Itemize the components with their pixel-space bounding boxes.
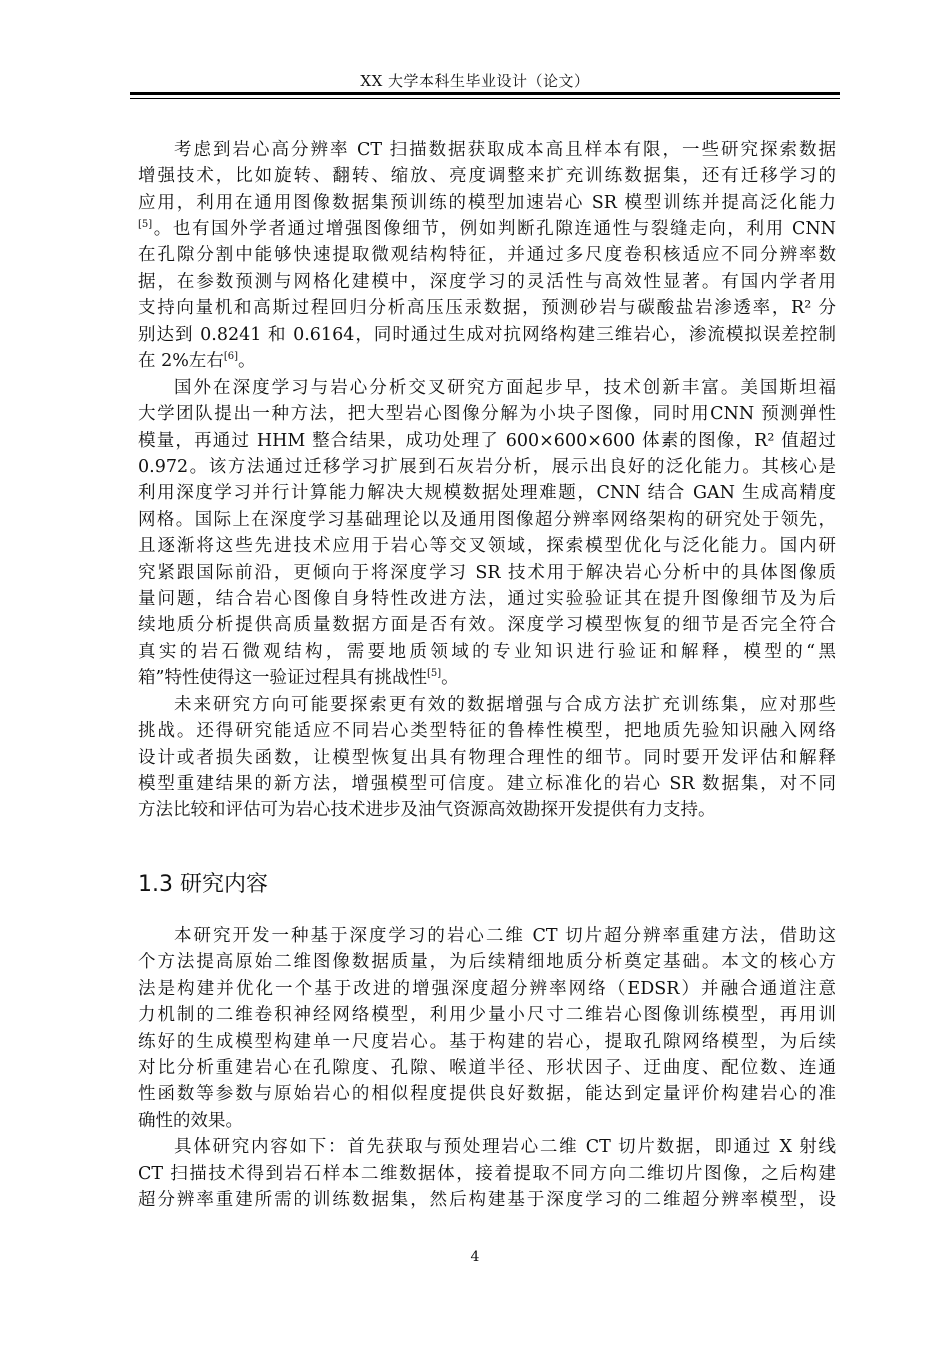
line-text: 据，在参数预测与网格化建模中，深度学习的灵活性与高效性显著。有国内学者用 bbox=[138, 272, 836, 292]
line-text: 设计或者损失函数，让模型恢复出具有物理合理性的细节。同时要开发评估和解释 bbox=[138, 748, 836, 768]
body-text-line bbox=[138, 401, 836, 427]
page-number: 4 bbox=[470, 1249, 480, 1265]
body-text-line bbox=[138, 1055, 836, 1081]
line-text: 真实的岩石微观结构，需要地质领域的专业知识进行验证和解释，模型的“黑 bbox=[138, 642, 836, 662]
line-text: 且逐渐将这些先进技术应用于岩心等交叉领域，探索模型优化与泛化能力。国内研 bbox=[138, 536, 836, 556]
body-text-line bbox=[174, 1134, 836, 1160]
line-text: 模型重建结果的新方法，增强模型可信度。建立标准化的岩心 SR 数据集，对不同 bbox=[138, 774, 836, 794]
line-text: 续地质分析提供高质量数据方面是否有效。深度学习模型恢复的细节是否完全符合 bbox=[138, 615, 836, 635]
line-text: 量问题，结合岩心图像自身特性改进方法，通过实验验证其在提升图像细节及为后 bbox=[138, 589, 836, 609]
body-text-line bbox=[138, 1029, 836, 1055]
body-text-line bbox=[138, 533, 836, 559]
body-text-line bbox=[138, 718, 836, 744]
line-text: 方法比较和评估可为岩心技术进步及油气资源高效勘探开发提供有力支持。 bbox=[138, 800, 716, 820]
citation-marker[interactable]: [5] bbox=[138, 219, 153, 230]
body-text-line bbox=[138, 560, 836, 586]
header-rule-thick bbox=[130, 92, 840, 95]
line-text-continued: 。也有国外学者通过增强图像细节，例如判断孔隙连通性与裂缝走向，利用 CNN bbox=[152, 219, 836, 239]
body-text-line bbox=[138, 1161, 836, 1187]
running-header: XX 大学本科生毕业设计（论文） bbox=[360, 72, 590, 90]
line-text: 对比分析重建岩心在孔隙度、孔隙、喉道半径、形状因子、迂曲度、配位数、连通 bbox=[138, 1058, 836, 1078]
body-text-line bbox=[138, 976, 836, 1002]
line-text: 未来研究方向可能要探索更有效的数据增强与合成方法扩充训练集，应对那些 bbox=[174, 695, 836, 715]
line-text: 个方法提高原始二维图像数据质量，为后续精细地质分析奠定基础。本文的核心方 bbox=[138, 952, 836, 972]
body-text-line bbox=[138, 949, 836, 975]
body-text-line bbox=[138, 745, 836, 771]
body-text-line bbox=[138, 322, 836, 348]
body-text-line bbox=[138, 480, 836, 506]
line-text-continued: 。 bbox=[441, 668, 459, 688]
line-text: 挑战。还得研究能适应不同岩心类型特征的鲁棒性模型，把地质先验知识融入网络 bbox=[138, 721, 836, 741]
line-text-continued: 。 bbox=[238, 351, 256, 371]
citation-marker[interactable]: [5] bbox=[426, 668, 442, 679]
line-text: 确性的效果。 bbox=[138, 1111, 243, 1131]
line-text: 性函数等参数与原始岩心的相似程度提供良好数据，能达到定量评价构建岩心的准 bbox=[138, 1084, 836, 1104]
line-text: 法是构建并优化一个基于改进的增强深度超分辨率网络（EDSR）并融合通道注意 bbox=[138, 979, 836, 999]
body-text-line bbox=[174, 692, 836, 718]
line-text: 支持向量机和高斯过程回归分析高压压汞数据，预测砂岩与碳酸盐岩渗透率，R² 分 bbox=[138, 298, 836, 318]
body-text-line bbox=[138, 797, 836, 823]
body-text-line bbox=[174, 923, 836, 949]
line-text: 力机制的二维卷积神经网络模型，利用少量小尺寸二维岩心图像训练模型，再用训 bbox=[138, 1005, 836, 1025]
body-text-line bbox=[138, 665, 836, 691]
line-text: 0.972。该方法通过迁移学习扩展到石灰岩分析，展示出良好的泛化能力。其核心是 bbox=[138, 457, 836, 477]
line-text: 网格。国际上在深度学习基础理论以及通用图像超分辨率网络架构的研究处于领先， bbox=[138, 510, 836, 530]
body-text-line bbox=[138, 163, 836, 189]
line-text: 别达到 0.8241 和 0.6164，同时通过生成对抗网络构建三维岩心，渗流模拟误差控制 bbox=[138, 325, 836, 345]
body-text-line bbox=[138, 771, 836, 797]
line-text: 模量，再通过 HHM 整合结果，成功处理了 600×600×600 体素的图像，R² 值超过 bbox=[138, 431, 836, 451]
body-text-line bbox=[138, 454, 836, 480]
line-text: 考虑到岩心高分辨率 CT 扫描数据获取成本高且样本有限，一些研究探索数据 bbox=[174, 140, 836, 160]
line-text: 大学团队提出一种方法，把大型岩心图像分解为小块子图像，同时用CNN 预测弹性 bbox=[138, 404, 836, 424]
body-text-line bbox=[174, 375, 836, 401]
body-text-line bbox=[138, 639, 836, 665]
body-text-line bbox=[174, 137, 836, 163]
body-text-line bbox=[138, 1081, 836, 1107]
body-text-line bbox=[138, 242, 836, 268]
line-text: 本研究开发一种基于深度学习的岩心二维 CT 切片超分辨率重建方法，借助这 bbox=[174, 926, 836, 946]
line-text: CT 扫描技术得到岩石样本二维数据体，接着提取不同方向二维切片图像，之后构建 bbox=[138, 1164, 836, 1184]
line-text: 超分辨率重建所需的训练数据集，然后构建基于深度学习的二维超分辨率模型，设 bbox=[138, 1190, 836, 1210]
body-text-line bbox=[138, 348, 836, 374]
line-text: 国外在深度学习与岩心分析交叉研究方面起步早，技术创新丰富。美国斯坦福 bbox=[174, 378, 836, 398]
line-text: 在 2%左右 bbox=[138, 351, 224, 371]
body-text-line bbox=[138, 1187, 836, 1213]
line-text: 增强技术，比如旋转、翻转、缩放、亮度调整来扩充训练数据集，还有迁移学习的 bbox=[138, 166, 836, 186]
line-text: 应用，利用在通用图像数据集预训练的模型加速岩心 SR 模型训练并提高泛化能力 bbox=[138, 193, 836, 213]
body-text-line bbox=[138, 1108, 836, 1134]
body-text-line bbox=[138, 216, 836, 242]
line-text: 箱”特性使得这一验证过程具有挑战性 bbox=[138, 668, 427, 688]
body-text-line bbox=[138, 190, 836, 216]
body-text-line bbox=[138, 428, 836, 454]
line-text: 利用深度学习并行计算能力解决大规模数据处理难题，CNN 结合 GAN 生成高精度 bbox=[138, 483, 836, 503]
header-rule-thin bbox=[130, 98, 840, 99]
section-heading: 1.3 研究内容 bbox=[138, 872, 268, 897]
body-text-line bbox=[138, 507, 836, 533]
citation-marker[interactable]: [6] bbox=[223, 351, 238, 362]
body-text-line bbox=[138, 295, 836, 321]
line-text: 练好的生成模型构建单一尺度岩心。基于构建的岩心，提取孔隙网络模型，为后续 bbox=[138, 1032, 836, 1052]
body-text-line bbox=[138, 1002, 836, 1028]
line-text: 在孔隙分割中能够快速提取微观结构特征，并通过多尺度卷积核适应不同分辨率数 bbox=[138, 245, 836, 265]
line-text: 究紧跟国际前沿，更倾向于将深度学习 SR 技术用于解决岩心分析中的具体图像质 bbox=[138, 563, 836, 583]
body-text-line bbox=[138, 612, 836, 638]
body-text-line bbox=[138, 586, 836, 612]
line-text: 具体研究内容如下：首先获取与预处理岩心二维 CT 切片数据，即通过 X 射线 bbox=[174, 1137, 836, 1157]
body-text-line bbox=[138, 269, 836, 295]
